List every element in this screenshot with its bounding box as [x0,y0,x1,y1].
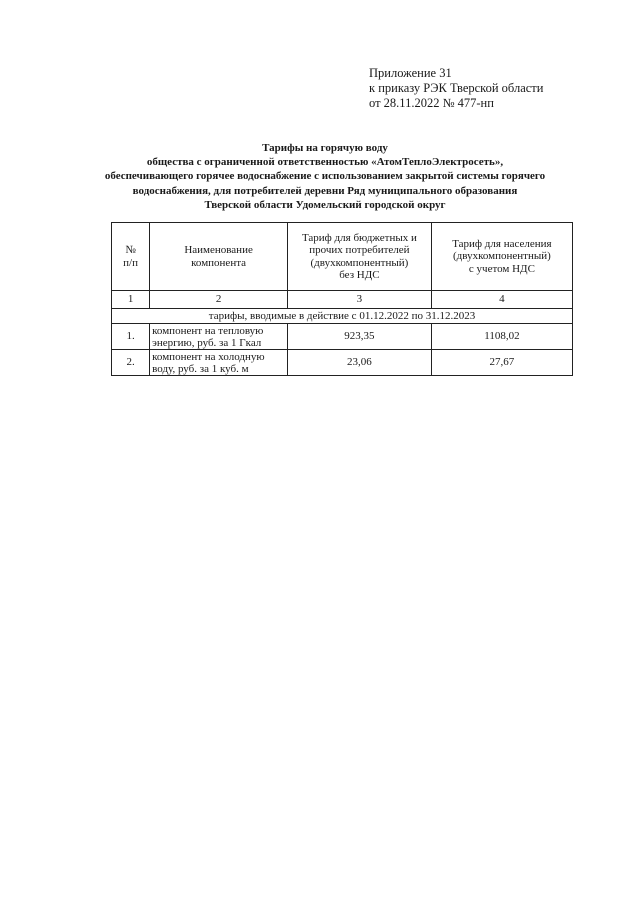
header-population-line: Тариф для населения [452,237,552,250]
appendix-order-ref: к приказу РЭК Тверской области [369,81,544,95]
column-number: 4 [431,291,572,309]
row-name-line: компонент на холодную [152,350,265,363]
header-num [112,223,150,291]
row-population-tariff: 27,67 [431,350,572,376]
row-budget-tariff: 23,06 [288,350,432,376]
period-row [112,309,573,324]
header-population-line: с учетом НДС [468,262,535,275]
header-num-line: № [125,244,136,256]
row-name-line: компонент на тепловую [152,324,264,337]
header-budget-line: без НДС [339,269,380,281]
row-number: 1. [112,324,150,350]
title-line-4: водоснабжения, для потребителей деревни Ряд муниципального образования [132,184,518,197]
header-budget [288,223,432,291]
table-row [112,324,573,350]
column-number-row [112,291,573,309]
title-line-2: общества с ограниченной ответственностью «АтомТеплоЭлектросеть», [146,156,504,169]
row-population-tariff: 1108,02 [431,324,572,350]
row-budget-tariff: 923,35 [288,324,432,350]
header-population [431,223,572,291]
appendix-number: Приложение 31 [369,66,452,80]
header-budget-line: Тариф для бюджетных и [301,231,417,244]
appendix-reference [369,66,543,111]
title-line-5: Тверской области Удомельский городской округ [204,198,446,211]
document-title [90,141,560,212]
row-component-name [150,324,288,350]
column-number: 2 [150,291,288,309]
period-label: тарифы, вводимые в действие с 01.12.2022 по 31.12.2023 [112,309,573,324]
header-name-line: компонента [191,256,247,269]
header-name-line: Наименование [184,244,253,256]
column-number: 1 [112,291,150,309]
row-component-name [150,350,288,376]
title-line-1: Тарифы на горячую воду [262,142,388,154]
header-name [150,223,288,291]
table-row [112,350,573,376]
row-name-line: энергию, руб. за 1 Гкал [152,336,262,349]
row-number: 2. [112,350,150,376]
header-budget-line: (двухкомпонентный) [310,256,409,269]
header-num-line: п/п [123,256,138,269]
appendix-order-date: от 28.11.2022 № 477-нп [369,96,494,110]
header-population-line: (двухкомпонентный) [453,250,551,263]
header-budget-line: прочих потребителей [309,244,410,256]
table-header-row [112,223,573,291]
title-line-3: обеспечивающего горячее водоснабжение с использованием закрытой системы горячего [104,170,546,183]
row-name-line: воду, руб. за 1 куб. м [152,362,249,375]
column-number: 3 [288,291,432,309]
tariff-table [111,222,573,376]
